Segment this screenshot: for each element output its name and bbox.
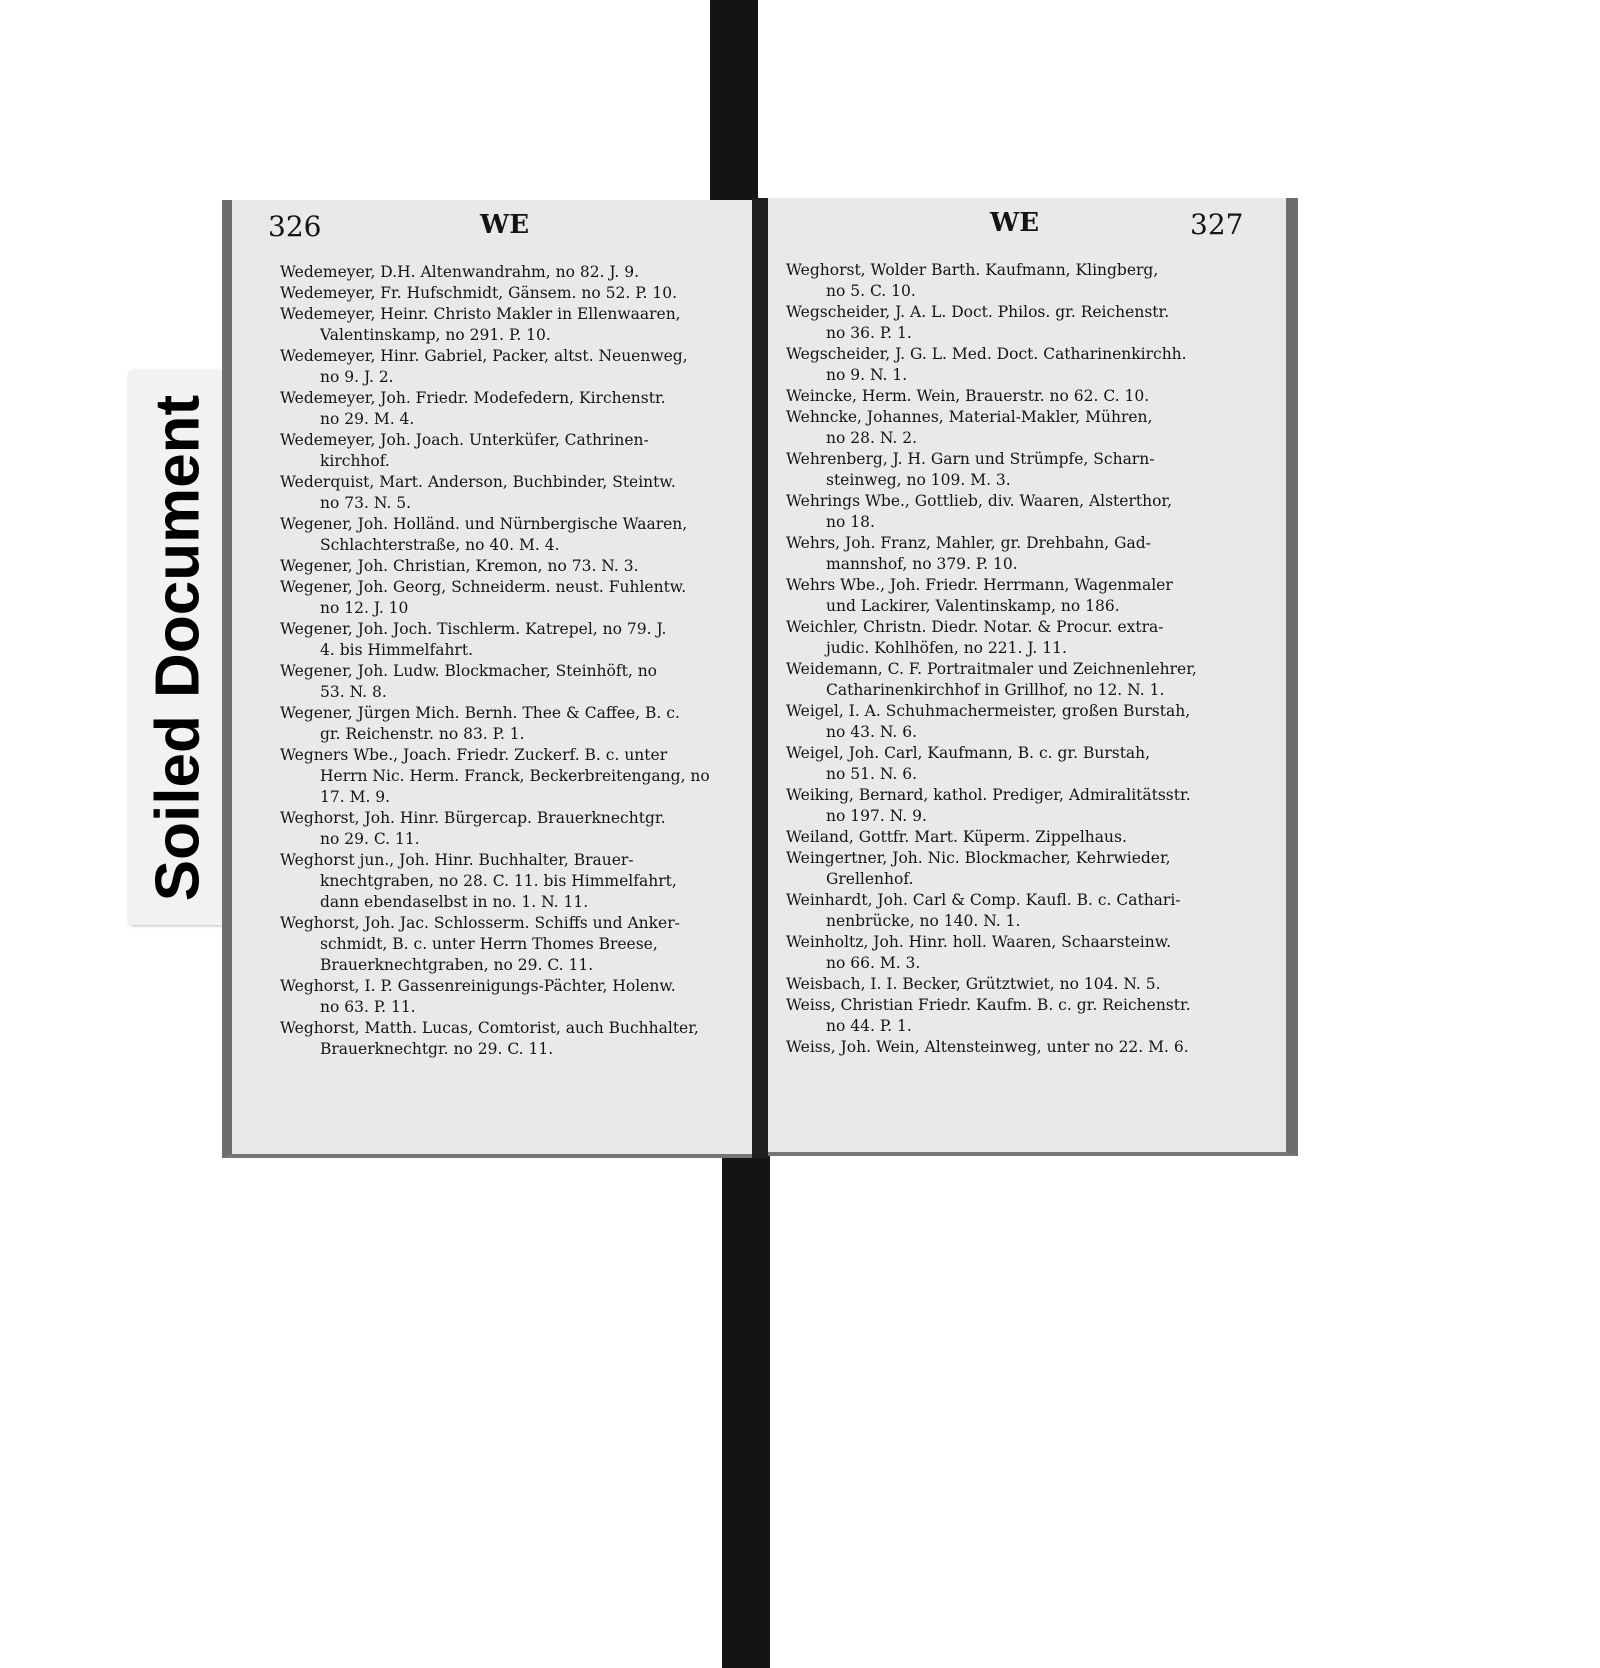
entry-line: 17. M. 9. — [320, 788, 391, 806]
entry-line: mannshof, no 379. P. 10. — [826, 555, 1018, 573]
right-page-entry — [786, 617, 1254, 659]
left-page-entry — [280, 346, 740, 388]
entry-line: Weghorst, I. P. Gassenreinigungs-Pächter, Holenw. — [280, 977, 676, 995]
entry-line: Wedemeyer, Joh. Friedr. Modefedern, Kirchenstr. — [280, 389, 666, 407]
entry-line: Wedemeyer, Joh. Joach. Unterküfer, Cathrinen- — [280, 431, 649, 449]
entry-line: Weghorst jun., Joh. Hinr. Buchhalter, Brauer- — [280, 851, 634, 869]
right-page-number: 327 — [1190, 208, 1244, 241]
right-page-entry — [786, 932, 1254, 974]
entry-line: Wehrings Wbe., Gottlieb, div. Waaren, Alsterthor, — [786, 492, 1173, 510]
entry-line: gr. Reichenstr. no 83. P. 1. — [320, 725, 525, 743]
entry-line: Wegener, Joh. Christian, Kremon, no 73. N. 3. — [280, 557, 639, 575]
entry-line: Weidemann, C. F. Portraitmaler und Zeichnenlehrer, — [786, 660, 1197, 678]
entry-line: no 63. P. 11. — [320, 998, 416, 1016]
right-page-entry — [786, 995, 1254, 1037]
left-page-entry — [280, 283, 740, 304]
entry-line: Wedemeyer, Fr. Hufschmidt, Gänsem. no 52. P. 10. — [280, 284, 678, 302]
entry-line: Wegener, Jürgen Mich. Bernh. Thee & Caffee, B. c. — [280, 704, 680, 722]
left-page-entry — [280, 430, 740, 472]
entry-line: Weisbach, I. I. Becker, Grütztwiet, no 104. N. 5. — [786, 975, 1161, 993]
left-page-entry — [280, 976, 740, 1018]
left-page-entry — [280, 745, 740, 808]
entry-line: Wegener, Joh. Joch. Tischlerm. Katrepel, no 79. J. — [280, 620, 667, 638]
entry-line: Weingertner, Joh. Nic. Blockmacher, Kehrwieder, — [786, 849, 1171, 867]
entry-line: Brauerknechtgr. no 29. C. 11. — [320, 1040, 554, 1058]
right-page — [768, 198, 1298, 1156]
entry-line: Wegener, Joh. Georg, Schneiderm. neust. Fuhlentw. — [280, 578, 687, 596]
left-page-heading: WE — [480, 210, 530, 240]
right-page-entry — [786, 449, 1254, 491]
entry-line: 53. N. 8. — [320, 683, 387, 701]
left-page-entry — [280, 514, 740, 556]
entry-line: Wedemeyer, D.H. Altenwandrahm, no 82. J. 9. — [280, 263, 640, 281]
left-page-entry — [280, 388, 740, 430]
entry-line: kirchhof. — [320, 452, 390, 470]
entry-line: Wegscheider, J. G. L. Med. Doct. Catharinenkirchh. — [786, 345, 1187, 363]
entry-line: no 197. N. 9. — [826, 807, 927, 825]
entry-line: Wedemeyer, Heinr. Christo Makler in Ellenwaaren, — [280, 305, 681, 323]
entry-line: no 44. P. 1. — [826, 1017, 912, 1035]
entry-line: no 9. J. 2. — [320, 368, 394, 386]
entry-line: Weiland, Gottfr. Mart. Küperm. Zippelhaus. — [786, 828, 1127, 846]
left-page-entry — [280, 556, 740, 577]
left-page-entry — [280, 850, 740, 913]
entry-line: no 43. N. 6. — [826, 723, 918, 741]
entry-line: no 66. M. 3. — [826, 954, 921, 972]
right-page-entry — [786, 386, 1254, 407]
entry-line: no 29. C. 11. — [320, 830, 420, 848]
entry-line: no 5. C. 10. — [826, 282, 916, 300]
entry-line: Weiking, Bernard, kathol. Prediger, Admiralitätsstr. — [786, 786, 1191, 804]
right-page-entry — [786, 974, 1254, 995]
entry-line: Wegener, Joh. Ludw. Blockmacher, Steinhöft, no — [280, 662, 658, 680]
entry-line: Wehrs, Joh. Franz, Mahler, gr. Drehbahn, Gad- — [786, 534, 1151, 552]
right-page-heading: WE — [990, 208, 1040, 238]
entry-line: Herrn Nic. Herm. Franck, Beckerbreitengang, no — [320, 767, 710, 785]
right-page-entry — [786, 344, 1254, 386]
label-text: Soiled Document — [143, 394, 213, 901]
entry-line: no 29. M. 4. — [320, 410, 415, 428]
right-page-entry — [786, 743, 1254, 785]
right-page-entry — [786, 848, 1254, 890]
entry-line: no 73. N. 5. — [320, 494, 412, 512]
right-page-entry — [786, 260, 1254, 302]
left-page — [222, 200, 762, 1158]
right-entry-list — [786, 260, 1254, 1058]
entry-line: Catharinenkirchhof in Grillhof, no 12. N. 1. — [826, 681, 1165, 699]
entry-line: Weghorst, Joh. Hinr. Bürgercap. Brauerknechtgr. — [280, 809, 666, 827]
entry-line: Wegners Wbe., Joach. Friedr. Zuckerf. B. c. unter — [280, 746, 668, 764]
right-page-entry — [786, 575, 1254, 617]
right-page-entry — [786, 701, 1254, 743]
left-page-entry — [280, 1018, 740, 1060]
entry-line: no 9. N. 1. — [826, 366, 908, 384]
right-page-entry — [786, 302, 1254, 344]
left-page-entry — [280, 577, 740, 619]
book-spine — [752, 198, 768, 1158]
entry-line: Wehrs Wbe., Joh. Friedr. Herrmann, Wagenmaler — [786, 576, 1173, 594]
left-page-number: 326 — [268, 210, 322, 243]
left-page-entry — [280, 661, 740, 703]
entry-line: Grellenhof. — [826, 870, 914, 888]
binding-strap-top — [710, 0, 758, 205]
entry-line: no 12. J. 10 — [320, 599, 409, 617]
entry-line: no 51. N. 6. — [826, 765, 918, 783]
left-entry-list — [280, 262, 740, 1060]
entry-line: no 36. P. 1. — [826, 324, 912, 342]
entry-line: knechtgraben, no 28. C. 11. bis Himmelfahrt, — [320, 872, 677, 890]
entry-line: Weiss, Joh. Wein, Altensteinweg, unter no 22. M. 6. — [786, 1038, 1189, 1056]
entry-line: schmidt, B. c. unter Herrn Thomes Breese, — [320, 935, 658, 953]
right-page-entry — [786, 491, 1254, 533]
entry-line: Weincke, Herm. Wein, Brauerstr. no 62. C. 10. — [786, 387, 1150, 405]
entry-line: Wedemeyer, Hinr. Gabriel, Packer, altst. Neuenweg, — [280, 347, 688, 365]
left-page-entry — [280, 703, 740, 745]
entry-line: Schlachterstraße, no 40. M. 4. — [320, 536, 560, 554]
left-page-entry — [280, 808, 740, 850]
entry-line: 4. bis Himmelfahrt. — [320, 641, 474, 659]
entry-line: Weigel, I. A. Schuhmachermeister, großen Burstah, — [786, 702, 1191, 720]
entry-line: Weinholtz, Joh. Hinr. holl. Waaren, Schaarsteinw. — [786, 933, 1172, 951]
entry-line: Wederquist, Mart. Anderson, Buchbinder, Steintw. — [280, 473, 676, 491]
left-page-entry — [280, 472, 740, 514]
entry-line: Weiss, Christian Friedr. Kaufm. B. c. gr. Reichenstr. — [786, 996, 1191, 1014]
entry-line: Wehrenberg, J. H. Garn und Strümpfe, Scharn- — [786, 450, 1155, 468]
entry-line: nenbrücke, no 140. N. 1. — [826, 912, 1021, 930]
right-page-entry — [786, 890, 1254, 932]
left-page-entry — [280, 619, 740, 661]
entry-line: Valentinskamp, no 291. P. 10. — [320, 326, 551, 344]
entry-line: Wegener, Joh. Holländ. und Nürnbergische Waaren, — [280, 515, 688, 533]
right-page-entry — [786, 827, 1254, 848]
entry-line: Wehncke, Johannes, Material-Makler, Mühren, — [786, 408, 1153, 426]
entry-line: und Lackirer, Valentinskamp, no 186. — [826, 597, 1120, 615]
entry-line: Wegscheider, J. A. L. Doct. Philos. gr. Reichenstr. — [786, 303, 1170, 321]
entry-line: Weghorst, Matth. Lucas, Comtorist, auch Buchhalter, — [280, 1019, 699, 1037]
entry-line: judic. Kohlhöfen, no 221. J. 11. — [826, 639, 1067, 657]
right-page-entry — [786, 1037, 1254, 1058]
binding-strap-bottom — [722, 1150, 770, 1668]
left-page-entry — [280, 913, 740, 976]
left-page-entry — [280, 304, 740, 346]
entry-line: dann ebendaselbst in no. 1. N. 11. — [320, 893, 589, 911]
entry-line: Weghorst, Wolder Barth. Kaufmann, Klingberg, — [786, 261, 1159, 279]
entry-line: Weghorst, Joh. Jac. Schlosserm. Schiffs und Anker- — [280, 914, 680, 932]
entry-line: Brauerknechtgraben, no 29. C. 11. — [320, 956, 594, 974]
right-page-entry — [786, 659, 1254, 701]
right-page-entry — [786, 407, 1254, 449]
entry-line: Weigel, Joh. Carl, Kaufmann, B. c. gr. Burstah, — [786, 744, 1151, 762]
entry-line: steinweg, no 109. M. 3. — [826, 471, 1011, 489]
entry-line: no 28. N. 2. — [826, 429, 918, 447]
entry-line: Weichler, Christn. Diedr. Notar. & Procur. extra- — [786, 618, 1164, 636]
entry-line: Weinhardt, Joh. Carl & Comp. Kaufl. B. c. Cathari- — [786, 891, 1181, 909]
right-page-entry — [786, 533, 1254, 575]
entry-line: no 18. — [826, 513, 875, 531]
soiled-document-label — [128, 370, 228, 925]
left-page-entry — [280, 262, 740, 283]
right-page-entry — [786, 785, 1254, 827]
